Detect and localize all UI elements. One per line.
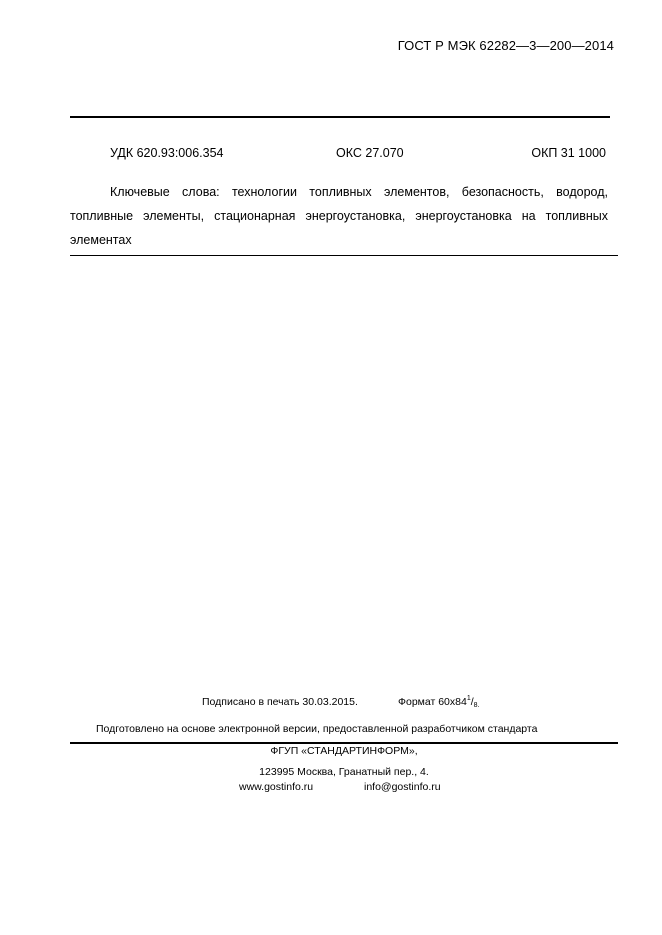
okp-code: ОКП 31 1000 <box>531 146 606 160</box>
prepared-note: Подготовлено на основе электронной версии, предоставленной разработчиком стандарта <box>96 723 538 735</box>
keywords-divider <box>70 255 618 256</box>
format-slash: / <box>470 696 474 708</box>
publisher-name: ФГУП «СТАНДАРТИНФОРМ», <box>270 745 418 757</box>
format-label: Формат 60x84 <box>398 696 467 708</box>
footer-divider <box>70 742 618 744</box>
format-denominator: 8 <box>473 702 478 709</box>
signed-to-print: Подписано в печать 30.03.2015. <box>202 696 358 708</box>
standard-designation: ГОСТ Р МЭК 62282—3—200—2014 <box>397 38 614 53</box>
format-period: . <box>477 702 480 709</box>
udk-code: УДК 620.93:006.354 <box>110 146 224 160</box>
website-link[interactable]: www.gostinfo.ru <box>239 781 314 793</box>
oks-code: ОКС 27.070 <box>336 146 404 160</box>
top-divider <box>70 116 610 118</box>
publisher-address: 123995 Москва, Гранатный пер., 4. <box>259 766 429 778</box>
email-link[interactable]: info@gostinfo.ru <box>364 781 441 793</box>
format-numerator: 1 <box>466 695 471 702</box>
keywords-paragraph: Ключевые слова: технологии топливных элементов, безопасность, водород, топливные элементы, стационарная энергоустановка, энергоустановка на топливных элементах <box>70 185 608 247</box>
paper-format <box>398 696 480 708</box>
